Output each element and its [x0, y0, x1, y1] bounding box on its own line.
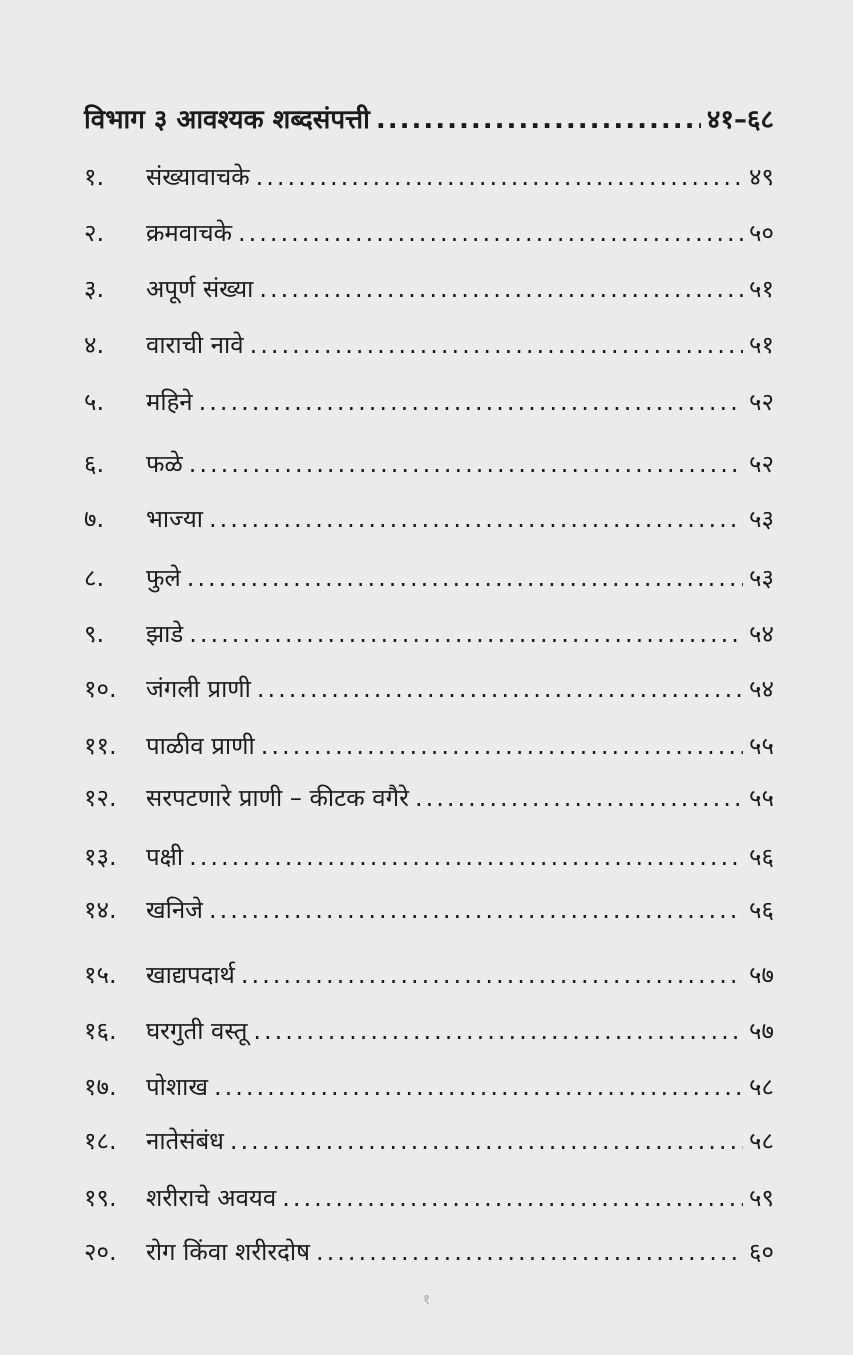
entry-number: ११. [84, 732, 117, 760]
entry-page: ५० [749, 219, 774, 247]
entry-title: पाळीव प्राणी [146, 732, 255, 760]
leader-dots [257, 675, 743, 703]
toc-entry [84, 1014, 774, 1047]
entry-number: ९. [84, 620, 105, 648]
entry-page: ५३ [749, 505, 774, 533]
entry-number: १२. [84, 784, 117, 812]
page-number: १ [422, 1292, 431, 1308]
entry-page: ५७ [749, 961, 774, 989]
leader-dots [256, 163, 743, 191]
leader-dots [253, 1017, 743, 1045]
toc-entry [84, 385, 774, 418]
entry-title: पोशाख [146, 1073, 209, 1101]
toc-entry [84, 1235, 774, 1268]
toc-entry [84, 1181, 774, 1214]
entry-number: १०. [84, 675, 117, 703]
leader-dots [199, 388, 743, 416]
entry-number: १६. [84, 1017, 117, 1045]
entry-page: ५४ [749, 675, 774, 703]
entry-number: १९. [84, 1184, 117, 1212]
entry-page: ५९ [749, 1184, 774, 1212]
leader-dots [259, 275, 743, 303]
leader-dots [230, 1127, 743, 1155]
entry-title: फळे [146, 450, 183, 478]
toc-entry [84, 893, 774, 926]
leader-dots [189, 843, 743, 871]
leader-dots [316, 1238, 743, 1266]
toc-entry [84, 447, 774, 480]
entry-title: नातेसंबंध [146, 1127, 224, 1155]
entry-page: ५४ [749, 620, 774, 648]
entry-page: ५५ [749, 784, 774, 812]
leader-dots [189, 620, 743, 648]
entry-title: क्रमवाचके [146, 219, 233, 247]
toc-entry [84, 328, 774, 361]
entry-title: खाद्यपदार्थ [146, 961, 235, 989]
entry-title: फुले [146, 564, 181, 592]
section-heading [84, 100, 774, 136]
toc-entry [84, 958, 774, 991]
entry-title: सरपटणारे प्राणी – कीटक वगैरे [146, 784, 409, 812]
toc-entry [84, 272, 774, 305]
leader-dots [238, 219, 743, 247]
entry-title: घरगुती वस्तू [146, 1017, 248, 1045]
entry-number: १४. [84, 896, 117, 924]
leader-dots [376, 105, 701, 135]
entry-page: ५८ [749, 1073, 774, 1101]
toc-entry [84, 672, 774, 705]
toc-entry [84, 617, 774, 650]
entry-number: ३. [84, 275, 105, 303]
entry-title: खनिजे [146, 896, 203, 924]
leader-dots [282, 1184, 743, 1212]
toc-entry [84, 1070, 774, 1103]
entry-number: ४. [84, 331, 105, 359]
toc-entry [84, 216, 774, 249]
entry-number: १७. [84, 1073, 117, 1101]
entry-page: ५६ [749, 896, 774, 924]
entry-title: महिने [146, 388, 193, 416]
entry-number: २०. [84, 1238, 117, 1266]
entry-number: ६. [84, 450, 105, 478]
section-title: विभाग ३ आवश्यक शब्दसंपत्ती [84, 105, 370, 135]
entry-number: ७. [84, 505, 105, 533]
entry-page: ५६ [749, 843, 774, 871]
leader-dots [261, 732, 743, 760]
entry-number: १. [84, 163, 105, 191]
entry-title: अपूर्ण संख्या [146, 275, 254, 303]
toc-entry [84, 729, 774, 762]
toc-entry [84, 1124, 774, 1157]
leader-dots [189, 450, 743, 478]
entry-title: भाज्या [146, 505, 203, 533]
leader-dots [209, 505, 743, 533]
entry-title: रोग किंवा शरीरदोष [146, 1238, 311, 1266]
toc-entry [84, 561, 774, 594]
leader-dots [241, 961, 743, 989]
entry-number: १८. [84, 1127, 117, 1155]
entry-number: ५. [84, 388, 105, 416]
entry-title: पक्षी [146, 843, 184, 871]
leader-dots [209, 896, 743, 924]
toc-entry [84, 160, 774, 193]
entry-number: ८. [84, 564, 105, 592]
toc-entry [84, 840, 774, 873]
entry-title: जंगली प्राणी [146, 675, 251, 703]
entry-page: ५५ [749, 732, 774, 760]
leader-dots [250, 331, 743, 359]
entry-page: ५१ [749, 275, 774, 303]
entry-page: ५२ [749, 388, 774, 416]
leader-dots [214, 1073, 743, 1101]
section-page-range: ४१–६८ [706, 105, 774, 135]
entry-number: १५. [84, 961, 117, 989]
entry-title: शरीराचे अवयव [146, 1184, 277, 1212]
toc-entry [84, 781, 774, 814]
entry-title: झाडे [146, 620, 184, 648]
entry-page: ५२ [749, 450, 774, 478]
entry-page: ५७ [749, 1017, 774, 1045]
entry-title: संख्यावाचके [146, 163, 250, 191]
entry-number: १३. [84, 843, 117, 871]
entry-page: ५३ [749, 564, 774, 592]
entry-page: ६० [749, 1238, 774, 1266]
entry-number: २. [84, 219, 105, 247]
entry-page: ५१ [749, 331, 774, 359]
entry-page: ५८ [749, 1127, 774, 1155]
leader-dots [415, 784, 743, 812]
toc-entry [84, 502, 774, 535]
entry-title: वाराची नावे [146, 331, 244, 359]
leader-dots [187, 564, 743, 592]
entry-page: ४९ [749, 163, 774, 191]
